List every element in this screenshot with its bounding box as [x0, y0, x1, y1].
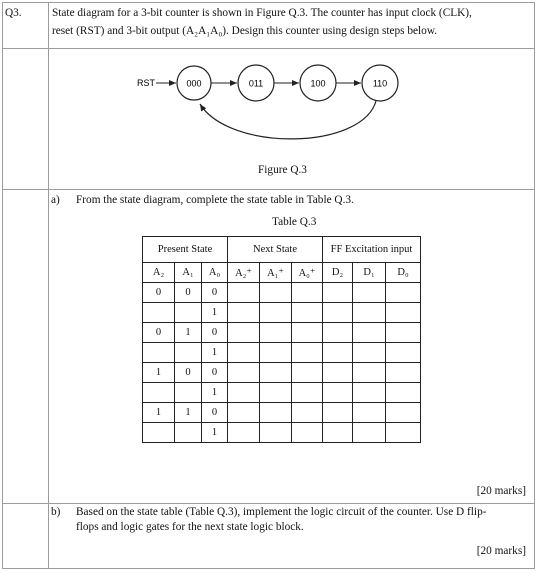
blank-cell[interactable]: [260, 423, 292, 443]
blank-cell[interactable]: [292, 423, 323, 443]
table-row: [143, 303, 421, 323]
column-header: D₁: [353, 263, 386, 283]
a1-cell: [175, 383, 202, 403]
part-a-label: a): [51, 194, 60, 206]
blank-cell[interactable]: [353, 423, 386, 443]
table-row: [143, 363, 421, 383]
blank-cell[interactable]: [386, 403, 421, 423]
blank-cell[interactable]: [353, 283, 386, 303]
blank-cell[interactable]: [323, 323, 353, 343]
blank-cell[interactable]: [228, 303, 260, 323]
a0-cell: 1: [202, 423, 228, 443]
blank-cell[interactable]: [228, 343, 260, 363]
blank-cell[interactable]: [353, 403, 386, 423]
part-a-text: From the state diagram, complete the state table in Table Q.3.: [76, 194, 354, 206]
state-110-label: 110: [372, 78, 388, 89]
blank-cell[interactable]: [228, 283, 260, 303]
a2-cell: [143, 303, 175, 323]
figure-caption: Figure Q.3: [258, 164, 307, 176]
column-header: A₂: [143, 263, 175, 283]
part-b-text-line1: Based on the state table (Table Q.3), implement the logic circuit of the counter. Use D flip-: [76, 506, 487, 518]
blank-cell[interactable]: [386, 363, 421, 383]
table-caption: Table Q.3: [272, 216, 317, 228]
blank-cell[interactable]: [353, 363, 386, 383]
next-state-header: Next State: [228, 237, 323, 263]
blank-cell[interactable]: [292, 303, 323, 323]
column-header: D₀: [386, 263, 421, 283]
a2-cell: 1: [143, 363, 175, 383]
table-row: [143, 283, 421, 303]
a0-cell: 0: [202, 403, 228, 423]
state-000-label: 000: [186, 78, 202, 89]
part-a-marks: [20 marks]: [476, 485, 526, 497]
blank-cell[interactable]: [228, 383, 260, 403]
part-b-text-line2: flops and logic gates for the next state logic block.: [76, 521, 304, 533]
blank-cell[interactable]: [386, 283, 421, 303]
blank-cell[interactable]: [292, 323, 323, 343]
blank-cell[interactable]: [292, 343, 323, 363]
state-100-label: 100: [310, 78, 326, 89]
blank-cell[interactable]: [353, 303, 386, 323]
blank-cell[interactable]: [228, 403, 260, 423]
blank-cell[interactable]: [292, 403, 323, 423]
blank-cell[interactable]: [353, 323, 386, 343]
state-table: [142, 236, 421, 443]
blank-cell[interactable]: [386, 303, 421, 323]
blank-cell[interactable]: [260, 303, 292, 323]
part-b-marks: [20 marks]: [476, 545, 526, 557]
a2-cell: 0: [143, 323, 175, 343]
a0-cell: 0: [202, 363, 228, 383]
blank-cell[interactable]: [323, 303, 353, 323]
ff-excitation-header: FF Excitation input: [323, 237, 421, 263]
blank-cell[interactable]: [323, 403, 353, 423]
table-row: [143, 423, 421, 443]
a2-cell: [143, 423, 175, 443]
a1-cell: 1: [175, 323, 202, 343]
a2-cell: 0: [143, 283, 175, 303]
blank-cell[interactable]: [323, 343, 353, 363]
blank-cell[interactable]: [260, 343, 292, 363]
blank-cell[interactable]: [323, 423, 353, 443]
blank-cell[interactable]: [260, 383, 292, 403]
a2-cell: [143, 383, 175, 403]
blank-cell[interactable]: [292, 283, 323, 303]
state-011-label: 011: [248, 78, 264, 89]
blank-cell[interactable]: [292, 383, 323, 403]
table-row: [143, 323, 421, 343]
a1-cell: [175, 343, 202, 363]
question-number: Q3.: [5, 7, 22, 19]
table-row: [143, 403, 421, 423]
present-state-header: Present State: [143, 237, 228, 263]
column-header: A₁⁺: [260, 263, 292, 283]
blank-cell[interactable]: [353, 343, 386, 363]
blank-cell[interactable]: [386, 423, 421, 443]
blank-cell[interactable]: [228, 423, 260, 443]
a2-cell: [143, 343, 175, 363]
blank-cell[interactable]: [260, 283, 292, 303]
question-text-line1: State diagram for a 3-bit counter is shown in Figure Q.3. The counter has input clock (CLK),: [52, 7, 472, 19]
a0-cell: 0: [202, 323, 228, 343]
column-header: A₀: [202, 263, 228, 283]
column-header: A₂⁺: [228, 263, 260, 283]
column-header: A₀⁺: [292, 263, 323, 283]
blank-cell[interactable]: [353, 383, 386, 403]
a0-cell: 0: [202, 283, 228, 303]
return-arrow: [200, 101, 376, 139]
blank-cell[interactable]: [228, 323, 260, 343]
a1-cell: 0: [175, 363, 202, 383]
blank-cell[interactable]: [292, 363, 323, 383]
a1-cell: 1: [175, 403, 202, 423]
blank-cell[interactable]: [260, 363, 292, 383]
blank-cell[interactable]: [323, 383, 353, 403]
rst-label: RST: [137, 78, 155, 88]
a0-cell: 1: [202, 303, 228, 323]
question-text-line2: reset (RST) and 3-bit output (A₂A₁A₀). Design this counter using design steps below.: [52, 25, 438, 37]
a1-cell: [175, 303, 202, 323]
blank-cell[interactable]: [386, 323, 421, 343]
a1-cell: 0: [175, 283, 202, 303]
blank-cell[interactable]: [386, 343, 421, 363]
blank-cell[interactable]: [386, 383, 421, 403]
column-header: A₁: [175, 263, 202, 283]
table-row: [143, 383, 421, 403]
column-header: D₂: [323, 263, 353, 283]
blank-cell[interactable]: [323, 283, 353, 303]
blank-cell[interactable]: [323, 363, 353, 383]
a2-cell: 1: [143, 403, 175, 423]
table-row: [143, 343, 421, 363]
a1-cell: [175, 423, 202, 443]
a0-cell: 1: [202, 383, 228, 403]
blank-cell[interactable]: [228, 363, 260, 383]
blank-cell[interactable]: [260, 403, 292, 423]
blank-cell[interactable]: [260, 323, 292, 343]
a0-cell: 1: [202, 343, 228, 363]
part-b-label: b): [51, 506, 61, 518]
